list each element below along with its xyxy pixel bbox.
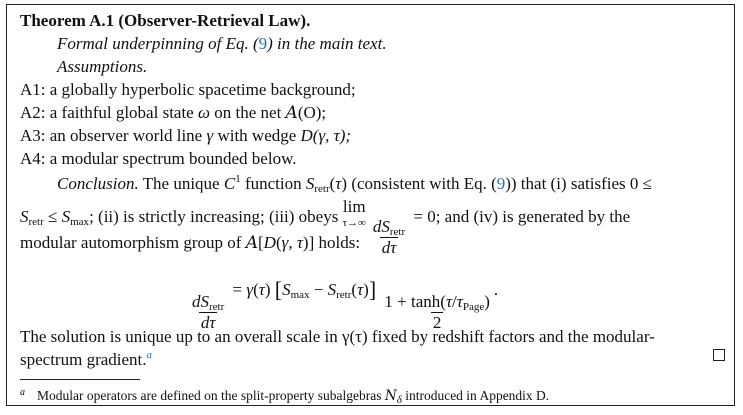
conclusion-line-3: modular automorphism group of A[D(γ, τ)] holds: [20, 233, 361, 253]
derivative-fraction: $\frac{dS_{retr}}{d\tau}$ [372, 217, 406, 257]
footnote-rule [20, 379, 140, 380]
footnote-marker-link[interactable]: a [146, 349, 153, 361]
equation-rhs-fraction: $\frac{1 + \tanh(\tau/\tau_{Page})}{2}$ [384, 292, 490, 332]
conclusion-line-1: Conclusion. The unique $C^1$ function $S_{retr}(\tau)$ (consistent with Eq. (9)) that (i) satisfies 0 ≤ [57, 173, 652, 195]
eq-ref-link-2[interactable]: 9 [496, 174, 506, 193]
equation-lhs: $\frac{dS_{retr}}{d\tau}$ [192, 292, 225, 332]
closing-line-2: spectrum gradient.$^a$ [20, 349, 153, 369]
eq-ref-link[interactable]: 9 [258, 34, 268, 53]
closing-line-1: The solution is unique up to an overall scale in γ(τ) fixed by redshift factors and the modular- [20, 327, 655, 346]
footnote: $^a$ Modular operators are defined on the split-property subalgebras $N_\delta$ introduced in Appendix D. [20, 387, 550, 406]
limit-expression: lim τ→∞ [342, 197, 366, 229]
assumption-a4: A4: a modular spectrum bounded below. [20, 149, 297, 168]
conclusion-line-2: $S_{retr} \le S_{max}$; (ii) is strictly increasing; (iii) obeys lim τ→∞ $\frac{dS_{retr}}{d\tau}$ = 0; and (iv) is generated by the [20, 197, 631, 257]
display-equation: $\frac{dS_{retr}}{d\tau}$ = γ(τ) $[S_{max} - S_{retr}(\tau)]$ $\frac{1 + \tanh(\tau/\tau_{Page})}{2}$ . [192, 277, 499, 332]
theorem-title: Theorem A.1 (Observer-Retrieval Law). [20, 11, 311, 30]
assumptions-label: Assumptions. [57, 57, 148, 76]
formal-underpinning: Formal underpinning of Eq. (9) in the main text. [57, 34, 387, 53]
assumption-a2: A2: a faithful global state ω on the net A(O); [20, 103, 327, 123]
qed-square-icon [713, 349, 725, 361]
assumption-a3: A3: an observer world line γ with wedge D(γ, τ); [20, 126, 352, 145]
assumption-a1: A1: a globally hyperbolic spacetime background; [20, 80, 356, 99]
